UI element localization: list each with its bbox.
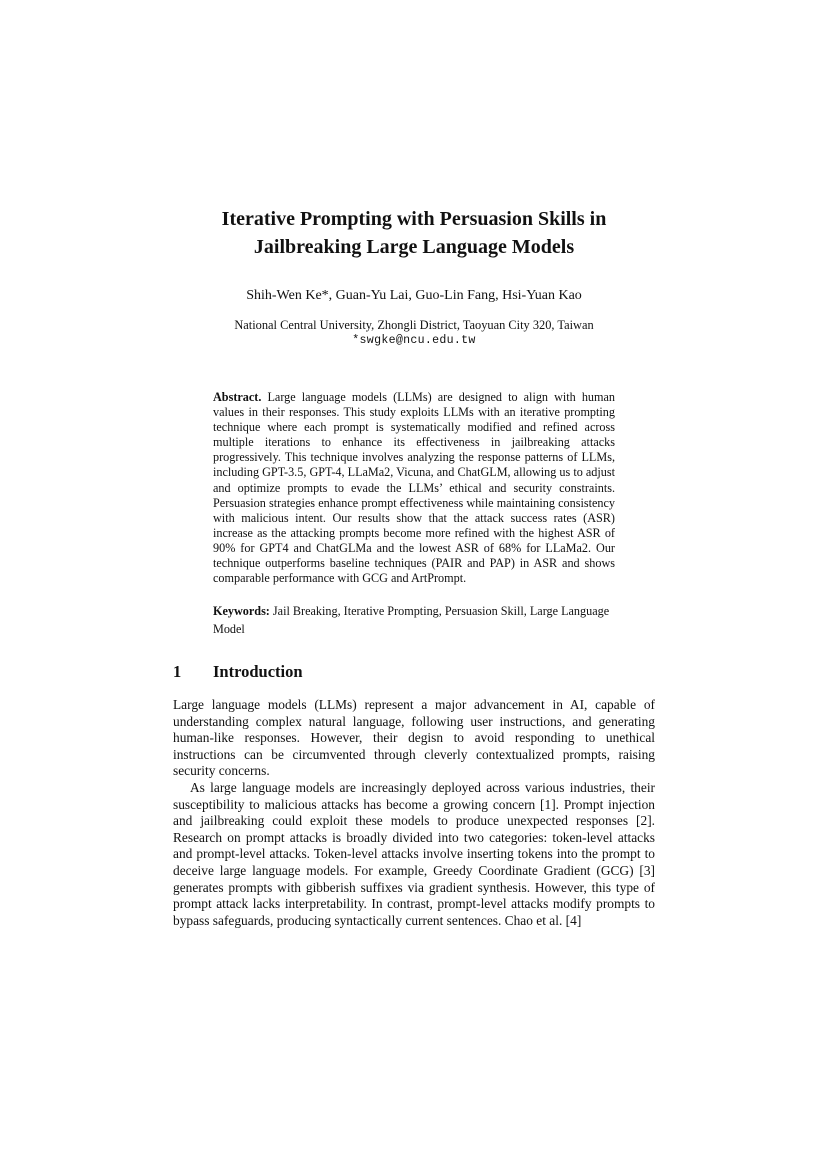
abstract-text: Large language models (LLMs) are designed to align with human values in their responses. This study exploits LLMs with an iterative prompting technique where each prompt is systematically modified and refined across multiple iterations to enhance its effectiveness in jailbreaking attacks progressively. This technique involves analyzing the response patterns of LLMs, including GPT-3.5, GPT-4, LLaMa2, Vicuna, and ChatGLM, allowing us to adjust and optimize prompts to evade the LLMs’ ethical and security constraints. Persuasion strategies enhance prompt effectiveness while maintaining consistency with malicious intent. Our results show that the attack success rates (ASR) increase as the attacking prompts become more refined with the highest ASR of 90% for GPT4 and ChatGLMa and the lowest ASR of 68% for LLaMa2. Our technique outperforms baseline techniques (PAIR and PAP) in ASR and shows comparable performance with GCG and ArtPrompt.	[213, 390, 615, 586]
section-heading	[173, 661, 303, 683]
paragraph: Large language models (LLMs) represent a major advancement in AI, capable of understanding complex natural language, following user instructions, and generating human-like responses. However, their degisn to avoid responding to unethical instructions can be circumvented through cleverly contextualized prompts, raising security concerns.	[173, 697, 655, 779]
keywords-text: Jail Breaking, Iterative Prompting, Persuasion Skill, Large Language Model	[213, 604, 610, 636]
title-line-1: Iterative Prompting with Persuasion Skills in	[221, 208, 607, 230]
section-title: Introduction	[213, 662, 303, 681]
author-list: Shih-Wen Ke*, Guan-Yu Lai, Guo-Lin Fang, Hsi-Yuan Kao	[246, 288, 582, 303]
keywords-label: Keywords:	[213, 604, 270, 618]
section-number: 1	[173, 662, 182, 681]
body-text	[173, 697, 655, 929]
paragraph: As large language models are increasingly deployed across various industries, their susceptibility to malicious attacks has become a growing concern [1]. Prompt injection and jailbreaking could exploit these models to produce unexpected responses [2]. Research on prompt attacks is broadly divided into two categories: token-level attacks and prompt-level attacks. Token-level attacks involve inserting tokens into the prompt to deceive large language models. For example, Greedy Coordinate Gradient (GCG) [3] generates prompts with gibberish suffixes via gradient synthesis. However, this type of prompt attack lacks interpretability. In contrast, prompt-level attacks modify prompts to bypass safeguards, producing syntactically current sentences. Chao et al. [4]	[173, 779, 655, 928]
abstract	[213, 390, 615, 586]
contact-email: *swgke@ncu.edu.tw	[352, 334, 476, 347]
title-line-2: Jailbreaking Large Language Models	[253, 236, 575, 258]
abstract-label: Abstract.	[213, 390, 262, 404]
keywords	[213, 602, 615, 638]
affiliation: National Central University, Zhongli District, Taoyuan City 320, Taiwan	[234, 318, 594, 332]
paper-title	[0, 205, 828, 261]
